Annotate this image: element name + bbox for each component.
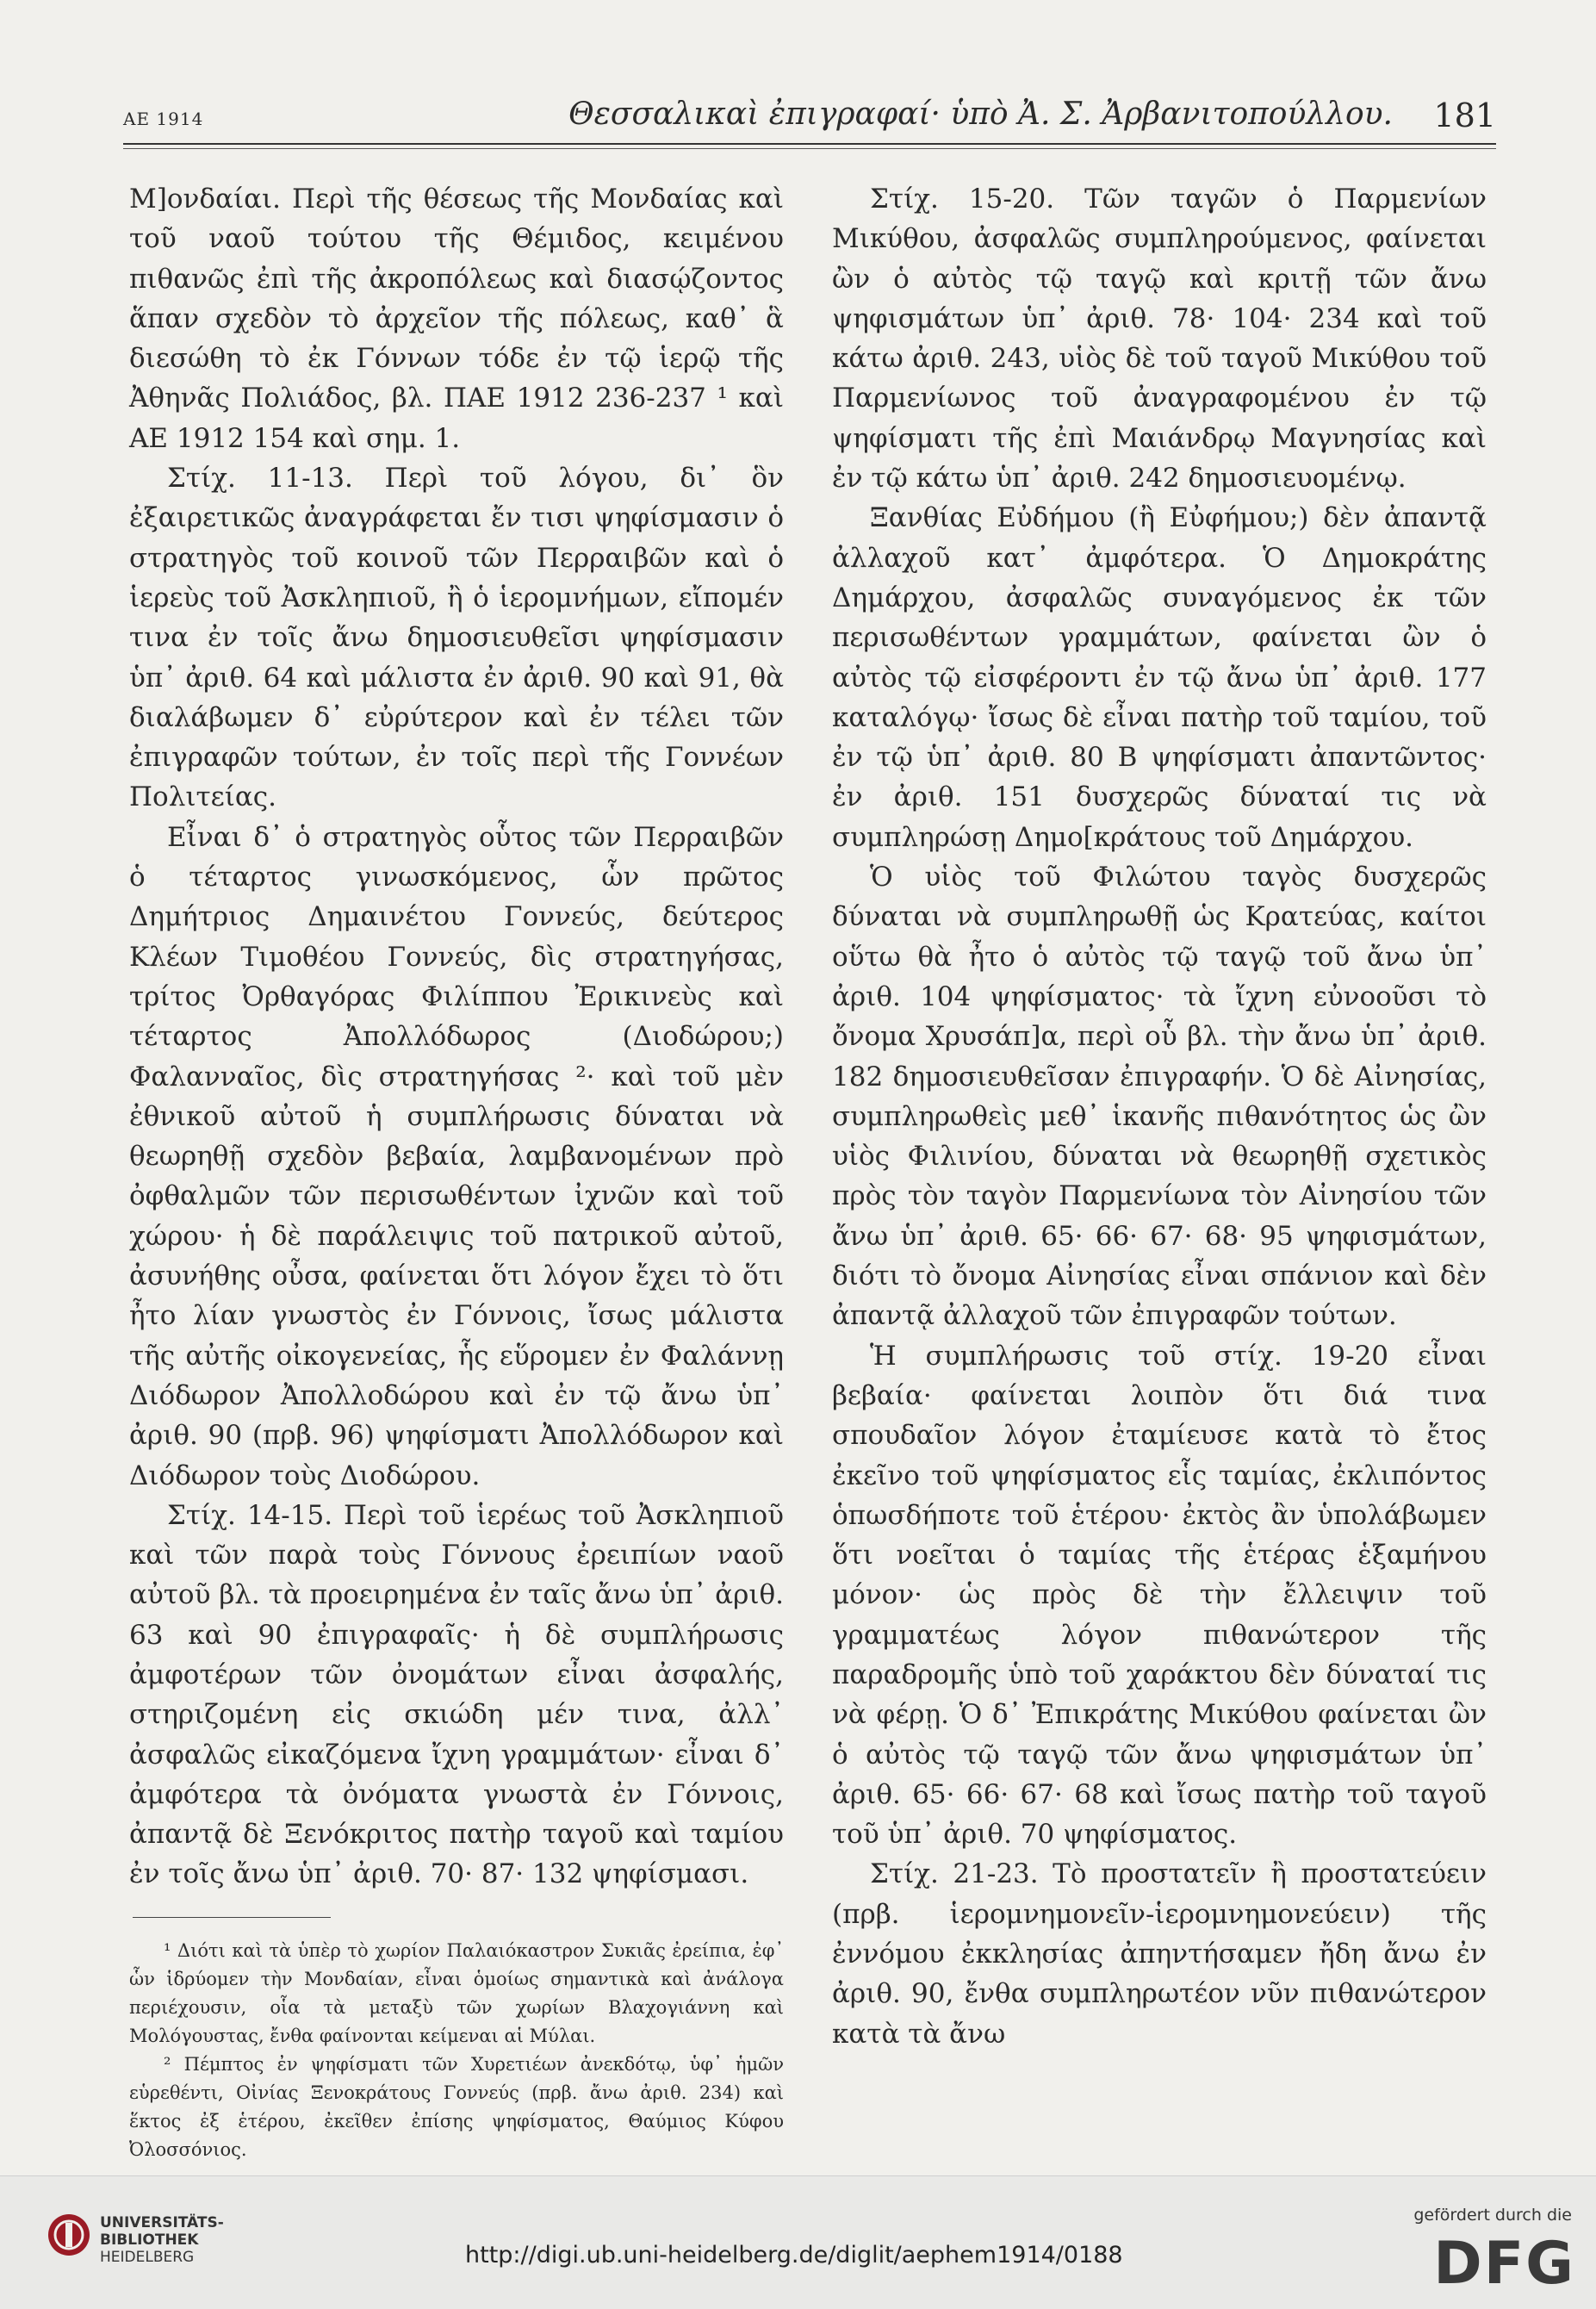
page-number: 181 [1433, 96, 1496, 134]
header-rule-thick [123, 143, 1496, 145]
right-paragraph-3: Ὁ υἱὸς τοῦ Φιλώτου ταγὸς δυσχερῶς δύναται νὰ συμπληρωθῇ ὡς Κρατεύας, καίτοι οὕτω θὰ ἦτο ὁ αὐτὸς τῷ ταγῷ τοῦ ἄνω ὑπ᾽ ἀριθ. 104 ψηφίσματος· τὰ ἴχνη εὐνοοῦσι τὸ ὄνομα Χρυσάπ]α, περὶ οὗ βλ. τὴν ἄνω ὑπ᾽ ἀριθ. 182 δημοσιευθεῖσαν ἐπιγραφήν. Ὁ δὲ Αἰνησίας, συμπληρωθεὶς μεθ᾽ ἱκανῆς πιθανότητος ὡς ὢν υἱὸς Φιλινίου, δύναται νὰ θεωρηθῇ σχετικὸς πρὸς τὸν ταγὸν Παρμενίωνα τὸν Αἰνησίου τῶν ἄνω ὑπ᾽ ἀριθ. 65· 66· 67· 68· 95 ψηφισμάτων, διότι τὸ ὄνομα Αἰνησίας εἶναι σπάνιον καὶ δὲν ἀπαντᾷ ἀλλαχοῦ τῶν ἐπιγραφῶν τούτων. [832, 862, 1487, 1332]
footnotes [129, 1937, 784, 2164]
running-header [123, 86, 1496, 138]
footnote-divider [133, 1917, 331, 1918]
logo-line-1: UNIVERSITÄTS- [100, 2214, 224, 2231]
right-paragraph-4: Ἡ συμπλήρωσις τοῦ στίχ. 19-20 εἶναι βεβαία· φαίνεται λοιπὸν ὅτι διά τινα σπουδαῖον λόγον ἐταμίευσε κατὰ τὸ ἔτος ἐκεῖνο τοῦ ψηφίσματος εἷς ταμίας, ἐκλιπόντος ὁπωσδήποτε τοῦ ἑτέρου· ἐκτὸς ἂν ὑπολάβωμεν ὅτι νοεῖται ὁ ταμίας τῆς ἑτέρας ἑξαμήνου μόνον· ὡς πρὸς δὲ τὴν ἔλλειψιν τοῦ γραμματέως λόγον πιθανώτερον τῆς παραδρομῆς ὑπὸ τοῦ χαράκτου δὲν δύναταί τις νὰ φέρῃ. Ὁ δ᾽ Ἐπικράτης Μικύθου φαίνεται ὢν ὁ αὐτὸς τῷ ταγῷ τῶν ἄνω ψηφισμάτων ὑπ᾽ ἀριθ. 65· 66· 67· 68 καὶ ἴσως πατὴρ τοῦ ταγοῦ τοῦ ὑπ᾽ ἀριθ. 70 ψηφίσματος. [832, 1340, 1487, 1851]
header-rule-thin [123, 148, 1496, 149]
permalink-url[interactable]: http://digi.ub.uni-heidelberg.de/diglit/aephem1914/0188 [465, 2242, 1123, 2269]
funded-by-label: gefördert durch die [1413, 2206, 1572, 2225]
logo-line-3: HEIDELBERG [100, 2249, 195, 2266]
journal-abbrev: ΑΕ 1914 [123, 109, 204, 129]
library-logo-text [100, 2214, 224, 2266]
left-paragraph-3: Εἶναι δ᾽ ὁ στρατηγὸς οὗτος τῶν Περραιβῶν ὁ τέταρτος γινωσκόμενος, ὧν πρῶτος Δημήτριος Δημαινέτου Γοννεύς, δεύτερος Κλέων Τιμοθέου Γοννεύς, δὶς στρατηγήσας, τρίτος Ὀρθαγόρας Φιλίππου Ἐρικινεὺς καὶ τέταρτος Ἀπολλόδωρος (Διοδώρου;) Φαλανναῖος, δὶς στρατηγήσας ²· καὶ τοῦ μὲν ἐθνικοῦ αὐτοῦ ἡ συμπλήρωσις δύναται νὰ θεωρηθῇ σχεδὸν βεβαία, λαμβανομένων πρὸ ὀφθαλμῶν τῶν περισωθέντων ἰχνῶν καὶ τοῦ χώρου· ἡ δὲ παράλειψις τοῦ πατρικοῦ αὐτοῦ, ἀσυνήθης οὖσα, φαίνεται ὅτι λόγον ἔχει τὸ ὅτι ἦτο λίαν γνωστὸς ἐν Γόννοις, ἴσως μάλιστα τῆς αὐτῆς οἰκογενείας, ἧς εὕρομεν ἐν Φαλάννῃ Διόδωρον Ἀπολλοδώρου καὶ ἐν τῷ ἄνω ὑπ᾽ ἀριθ. 90 (πρβ. 96) ψηφίσματι Ἀπολλόδωρον καὶ Διόδωρον τοὺς Διοδώρου. [129, 821, 784, 1491]
dfg-logo: DFG [1433, 2230, 1575, 2298]
left-paragraph-4: Στίχ. 14-15. Περὶ τοῦ ἱερέως τοῦ Ἀσκληπιοῦ καὶ τῶν παρὰ τοὺς Γόννους ἐρειπίων ναοῦ αὐτοῦ βλ. τὰ προειρημένα ἐν ταῖς ἄνω ὑπ᾽ ἀριθ. 63 καὶ 90 ἐπιγραφαῖς· ἡ δὲ συμπλήρωσις ἀμφοτέρων τῶν ὀνομάτων εἶναι ἀσφαλής, στηριζομένη εἰς σκιώδη μέν τινα, ἀλλ᾽ ἀσφαλῶς εἰκαζόμενα ἴχνη γραμμάτων· εἶναι δ᾽ ἀμφότερα τὰ ὀνόματα γνωστὰ ἐν Γόννοις, ἀπαντᾷ δὲ Ξενόκριτος πατὴρ ταγοῦ καὶ ταμίου ἐν τοῖς ἄνω ὑπ᾽ ἀριθ. 70· 87· 132 ψηφίσμασι. [129, 1499, 784, 1890]
logo-line-2: BIBLIOTHEK [100, 2231, 199, 2249]
left-paragraph-1: Μ]ονδαίαι. Περὶ τῆς θέσεως τῆς Μονδαίας καὶ τοῦ ναοῦ τούτου τῆς Θέμιδος, κειμένου πιθανῶς ἐπὶ τῆς ἀκροπόλεως καὶ διασῴζοντος ἅπαν σχεδὸν τὸ ἀρχεῖον τῆς πόλεως, καθ᾽ ἃ διεσώθη τὸ ἐκ Γόννων τόδε ἐν τῷ ἱερῷ τῆς Ἀθηνᾶς Πολιάδος, βλ. ΠΑΕ 1912 236-237 ¹ καὶ ΑΕ 1912 154 καὶ σημ. 1. [129, 184, 784, 454]
right-paragraph-5: Στίχ. 21-23. Τὸ προστατεῖν ἢ προστατεύειν (πρβ. ἱερομνημονεῖν-ἱερομνημονεύειν) τῆς ἐννόμου ἐκκλησίας ἀπηντήσαμεν ἤδη ἄνω ἐν ἀριθ. 90, ἔνθα συμπληρωτέον νῦν πιθανώτερον κατὰ τὰ ἄνω [832, 1858, 1487, 2050]
right-paragraph-1: Στίχ. 15-20. Τῶν ταγῶν ὁ Παρμενίων Μικύθου, ἀσφαλῶς συμπληρούμενος, φαίνεται ὢν ὁ αὐτὸς τῷ ταγῷ καὶ κριτῇ τῶν ἄνω ψηφισμάτων ὑπ᾽ ἀριθ. 78· 104· 234 καὶ τοῦ κάτω ἀριθ. 243, υἱὸς δὲ τοῦ ταγοῦ Μικύθου τοῦ Παρμενίωνος τοῦ ἀναγραφομένου ἐν τῷ ψηφίσματι τῆς ἐπὶ Μαιάνδρῳ Μαγνησίας καὶ ἐν τῷ κάτω ὑπ᾽ ἀριθ. 242 δημοσιευομένῳ. [832, 184, 1487, 495]
university-seal-icon [47, 2213, 91, 2257]
running-title: Θεσσαλικαὶ ἐπιγραφαί· ὑπὸ Ἀ. Σ. Ἀρβανιτοπούλλου. [568, 96, 1393, 132]
right-column [832, 179, 1487, 2054]
left-paragraph-2: Στίχ. 11-13. Περὶ τοῦ λόγου, δι᾽ ὃν ἐξαιρετικῶς ἀναγράφεται ἔν τισι ψηφίσμασιν ὁ στρατηγὸς τοῦ κοινοῦ τῶν Περραιβῶν καὶ ὁ ἱερεὺς τοῦ Ἀσκληπιοῦ, ἢ ὁ ἱερομνήμων, εἴπομέν τινα ἐν τοῖς ἄνω δημοσιευθεῖσι ψηφίσμασιν ὑπ᾽ ἀριθ. 64 καὶ μάλιστα ἐν ἀριθ. 90 καὶ 91, θὰ διαλάβωμεν δ᾽ εὐρύτερον καὶ ἐν τέλει τῶν ἐπιγραφῶν τούτων, ἐν τοῖς περὶ τῆς Γοννέων Πολιτείας. [129, 463, 784, 813]
right-paragraph-2: Ξανθίας Εὐδήμου (ἢ Εὐφήμου;) δὲν ἀπαντᾷ ἀλλαχοῦ κατ᾽ ἀμφότερα. Ὁ Δημοκράτης Δημάρχου, ἀσφαλῶς συναγόμενος ἐκ τῶν περισωθέντων γραμμάτων, φαίνεται ὢν ὁ αὐτὸς τῷ εἰσφέροντι ἐν τῷ ἄνω ὑπ᾽ ἀριθ. 177 καταλόγῳ· ἴσως δὲ εἶναι πατὴρ τοῦ ταμίου, τοῦ ἐν τῷ ὑπ᾽ ἀριθ. 80 B ψηφίσματι ἀπαντῶντος· ἐν ἀριθ. 151 δυσχερῶς δύναταί τις νὰ συμπληρώσῃ Δημο[κράτους τοῦ Δημάρχου. [832, 502, 1487, 853]
viewer-footer [0, 2175, 1596, 2309]
footnote-2: ² Πέμπτος ἐν ψηφίσματι τῶν Χυρετιέων ἀνεκδότῳ, ὑφ᾽ ἡμῶν εὑρεθέντι, Οἰνίας Ξενοκράτους Γοννεύς (πρβ. ἄνω ἀριθ. 234) καὶ ἕκτος ἐξ ἑτέρου, ἐκεῖθεν ἐπίσης ψηφίσματος, Θαύμιος Κύφου Ὀλοσσόνιος. [129, 2053, 784, 2160]
left-column [129, 179, 784, 2164]
footnote-1: ¹ Διότι καὶ τὰ ὑπὲρ τὸ χωρίον Παλαιόκαστρον Συκιᾶς ἐρείπια, ἐφ᾽ ὧν ἱδρύομεν τὴν Μονδαίαν, εἶναι ὁμοίως σημαντικὰ καὶ ἀνάλογα περιέχουσιν, οἷα τὰ μεταξὺ τῶν χωρίων Βλαχογιάννη καὶ Μολόγουστας, ἔνθα φαίνονται κείμεναι αἱ Μύλαι. [129, 1939, 784, 2046]
